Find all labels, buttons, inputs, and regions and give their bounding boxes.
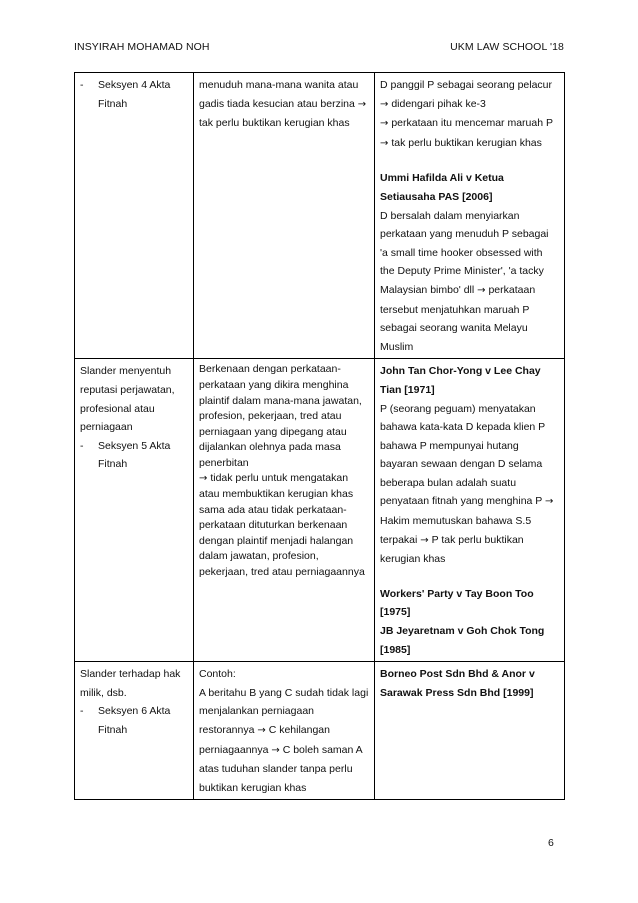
row1-case-facts — [380, 207, 559, 357]
row2-case-name-3: JB Jeyaretnam v Goh Chok Tong [1985] — [380, 625, 545, 656]
row3-category-cell — [75, 662, 194, 800]
row2-category-cell — [75, 359, 194, 662]
row3-desc-result: C boleh saman A atas tuduhan slander tanpa perlu buktikan kerugian khas — [199, 743, 363, 794]
row3-list-item — [80, 702, 188, 739]
row1-example-text4: tak perlu buktikan kerugian khas — [391, 136, 542, 149]
row3-description-cell — [194, 662, 375, 800]
list-dash: - — [80, 705, 84, 718]
row3-desc-text: A beritahu B yang C sudah tidak lagi menjalankan perniagaan restorannya — [199, 686, 369, 736]
row1-example-text: D panggil P sebagai seorang pelacur — [380, 79, 553, 91]
row1-case-result: perkataan tersebut menjatuhkan maruah P sebagai seorang wanita Melayu Muslim — [380, 283, 536, 353]
row2-case-result: P tak perlu buktikan kerugian khas — [380, 533, 524, 566]
row2-list-item — [80, 437, 188, 474]
row3-example-label: Contoh: — [199, 668, 236, 681]
row2-case-facts — [380, 400, 559, 569]
header-author: INSYIRAH MOHAMAD NOH — [74, 41, 210, 53]
row1-case-name: Ummi Hafilda Ali v Ketua Setiausaha PAS [2006] — [380, 172, 504, 203]
row3-case-name: Borneo Post Sdn Bhd & Anor v Sarawak Press Sdn Bhd [1999] — [380, 668, 535, 699]
row2-description-cell — [194, 359, 375, 662]
table-row — [75, 73, 565, 359]
row2-category-title: Slander menyentuh reputasi perjawatan, profesional atau perniagaan — [80, 365, 175, 434]
row2-case-text2: Hakim memutuskan bahawa S.5 terpakai — [380, 515, 532, 546]
arrow-icon: → — [380, 137, 389, 149]
arrow-icon: → — [420, 534, 429, 546]
list-dash: - — [80, 79, 84, 91]
arrow-icon: → — [357, 98, 367, 110]
row2-desc-text: Berkenaan dengan perkataan-perkataan yang dikira menghina plaintif dalam mana-mana jawatan, profesion, pekerjaan, tred atau perniagaan yang dipegang atau dijalankan olehnya pada masa penerbitan — [199, 363, 362, 469]
row1-list-item — [80, 76, 188, 113]
arrow-icon: → — [271, 744, 280, 756]
arrow-icon: → — [380, 118, 389, 130]
table-row — [75, 662, 565, 800]
row1-example-text3: perkataan itu mencemar maruah P — [391, 117, 553, 130]
list-dash: - — [80, 439, 84, 452]
row1-case-text: D bersalah dalam menyiarkan perkataan yang menuduh P sebagai 'a small time hooker obsessed with the Deputy Prime Minister', 'a tacky Malaysian bimbo' dll — [380, 209, 549, 296]
row1-description-cell — [194, 73, 375, 359]
arrow-icon: → — [257, 725, 266, 736]
arrow-icon: → — [380, 98, 389, 110]
row1-case-cell — [375, 73, 565, 359]
row3-section: Seksyen 6 Akta Fitnah — [98, 705, 171, 736]
row1-example-text2: didengari pihak ke-3 — [391, 97, 486, 110]
arrow-icon: → — [199, 473, 208, 485]
row2-case-cell — [375, 359, 565, 662]
page-header — [74, 41, 564, 53]
row3-category-title: Slander terhadap hak milik, dsb. — [80, 668, 181, 699]
row1-desc-text: menuduh mana-mana wanita atau gadis tiada kesucian atau berzina — [199, 79, 359, 110]
row2-desc-result: tidak perlu untuk mengatakan atau membuktikan kerugian khas sama ada atau tidak perkataan-perkataan dituturkan berkenaan dengan plaintif menjadi halangan dalam jawatan, profesion, pekerjaan, tred atau perniagaannya — [199, 472, 365, 579]
arrow-icon: → — [545, 496, 554, 508]
spacer — [380, 569, 559, 585]
row2-case-text: P (seorang peguam) menyatakan bahawa kata-kata D kepada klien P bahawa P mempunyai hutang bayaran sewaan dengan D selama beberapa bulan adalah suatu penyataan fitnah yang menghina P — [380, 402, 545, 508]
spacer — [380, 153, 559, 169]
row1-category-cell — [75, 73, 194, 359]
row2-case-name: John Tan Chor-Yong v Lee Chay Tian [1971] — [380, 365, 541, 396]
row3-desc-text2: C kehilangan perniagaannya — [199, 724, 330, 756]
row1-example — [380, 76, 559, 153]
defamation-table — [74, 72, 565, 800]
row1-section: Seksyen 4 Akta Fitnah — [98, 79, 171, 110]
arrow-icon: → — [477, 284, 486, 296]
row2-case-name-2: Workers' Party v Tay Boon Too [1975] — [380, 587, 534, 619]
page-number: 6 — [548, 837, 554, 849]
table-row — [75, 359, 565, 662]
header-school: UKM LAW SCHOOL '18 — [450, 41, 564, 53]
row2-section: Seksyen 5 Akta Fitnah — [98, 439, 171, 471]
row1-desc-result: tak perlu buktikan kerugian khas — [199, 117, 350, 130]
row3-case-cell — [375, 662, 565, 800]
